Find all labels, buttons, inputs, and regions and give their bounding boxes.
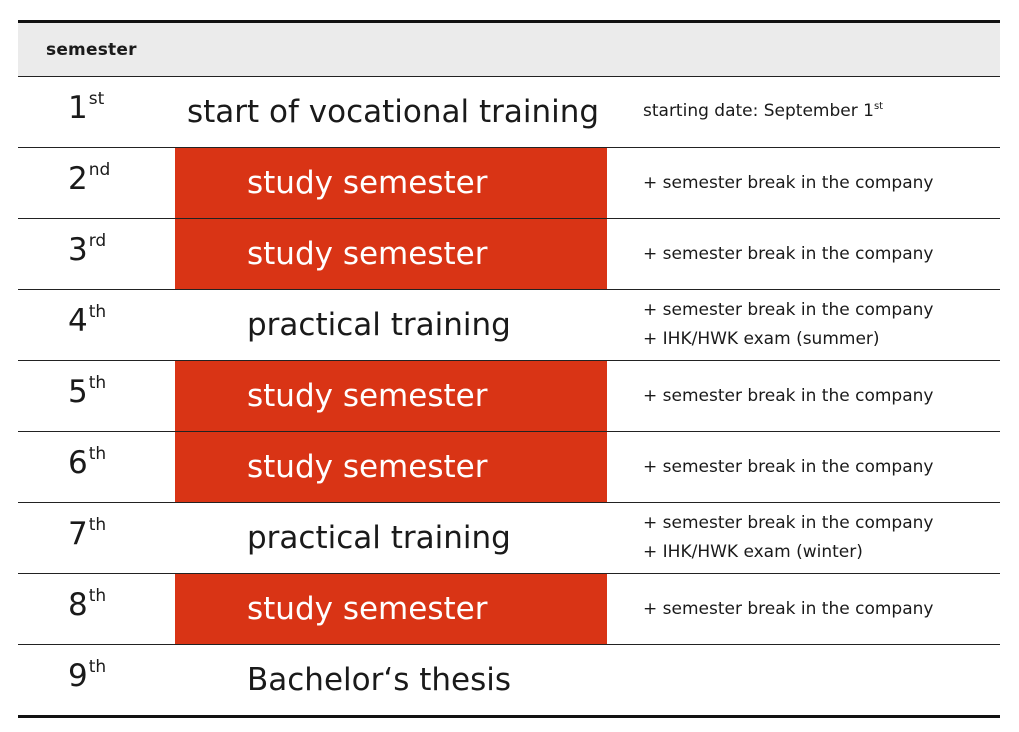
semester-number: 7th [68, 515, 107, 552]
semester-row-7 [18, 503, 1000, 574]
semester-notes [643, 219, 933, 289]
semester-row-3 [18, 219, 1000, 290]
semester-notes [643, 148, 933, 218]
semester-notes [643, 290, 933, 360]
activity-label: Bachelor‘s thesis [247, 662, 511, 698]
semester-number: 3rd [68, 231, 107, 268]
note-line: + semester break in the company [643, 385, 934, 406]
note-line: + semester break in the company [643, 172, 934, 193]
semester-notes [643, 77, 883, 147]
semester-number: 8th [68, 586, 107, 623]
activity-label: start of vocational training [187, 94, 600, 130]
semester-row-1 [18, 77, 1000, 148]
semester-notes [643, 574, 933, 644]
note-line: + semester break in the company [643, 243, 934, 264]
note-line: + IHK/HWK exam (winter) [643, 542, 863, 562]
activity-label: practical training [247, 520, 511, 556]
semester-row-8 [18, 574, 1000, 645]
semester-row-5 [18, 361, 1000, 432]
semester-notes [643, 432, 933, 502]
semester-row-2 [18, 148, 1000, 219]
semester-notes [643, 503, 933, 573]
activity-label: study semester [247, 236, 488, 272]
note-line: + semester break in the company [643, 456, 934, 477]
practical-training-block [175, 290, 607, 360]
header-label: semester [46, 39, 137, 60]
semester-row-6 [18, 432, 1000, 503]
practical-training-block [175, 503, 607, 573]
study-semester-block [175, 148, 607, 218]
semester-number: 1st [68, 89, 105, 126]
note-line: + semester break in the company [643, 513, 934, 533]
semester-row-4 [18, 290, 1000, 361]
note-line: + semester break in the company [643, 300, 934, 320]
semester-notes [643, 361, 933, 431]
semester-schedule-table [18, 20, 1000, 718]
semester-number: 4th [68, 302, 107, 339]
study-semester-block [175, 361, 607, 431]
activity-label: study semester [247, 165, 488, 201]
semester-activity [175, 77, 607, 147]
semester-number: 6th [68, 444, 107, 481]
study-semester-block [175, 432, 607, 502]
semester-number: 2nd [68, 160, 111, 197]
activity-label: study semester [247, 449, 488, 485]
activity-label: study semester [247, 591, 488, 627]
bachelor-thesis-block [175, 645, 607, 715]
semester-number: 9th [68, 657, 107, 694]
study-semester-block [175, 574, 607, 644]
table-header [18, 23, 1000, 77]
semester-row-9 [18, 645, 1000, 715]
note-line: starting date: September 1st [643, 100, 884, 121]
note-line: + IHK/HWK exam (summer) [643, 329, 880, 349]
semester-number: 5th [68, 373, 107, 410]
activity-label: practical training [247, 307, 511, 343]
study-semester-block [175, 219, 607, 289]
note-line: + semester break in the company [643, 598, 934, 619]
activity-label: study semester [247, 378, 488, 414]
